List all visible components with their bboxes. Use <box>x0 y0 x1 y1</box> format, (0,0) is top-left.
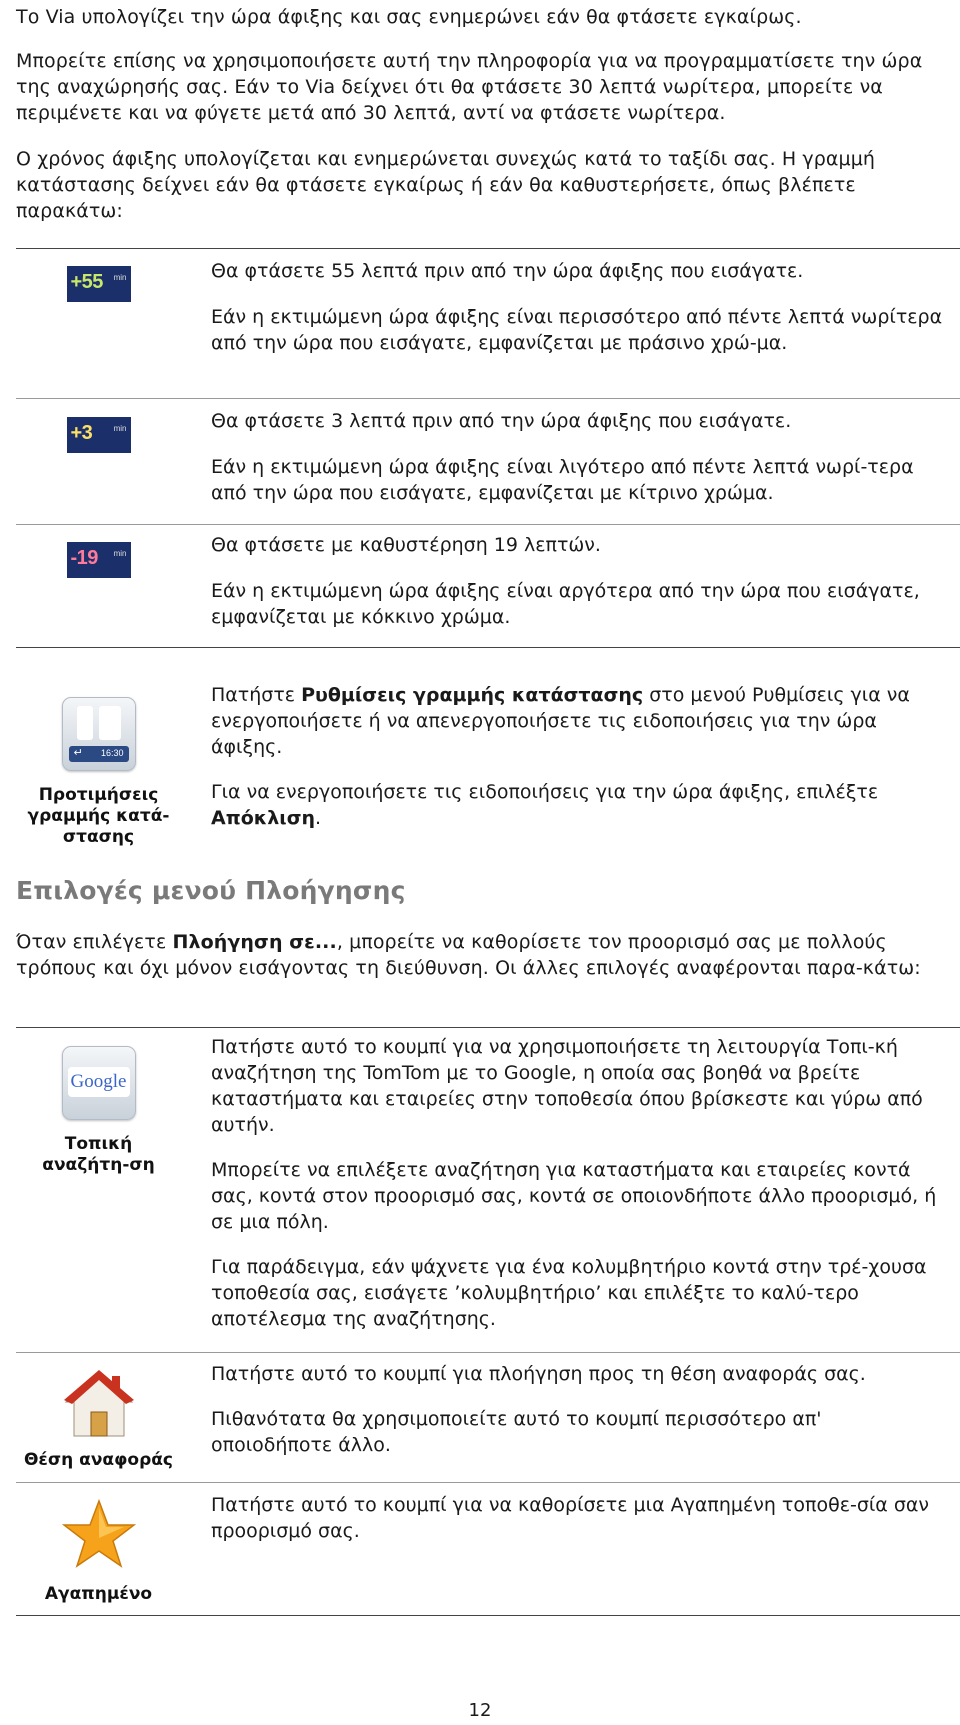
status-row-line1: Θα φτάσετε με καθυστέρηση 19 λεπτών. <box>211 534 601 556</box>
status-badge-cell <box>16 542 181 582</box>
badge-value: +55 <box>70 271 103 293</box>
google-local-search-icon <box>62 1046 136 1120</box>
section-heading: Επιλογές μενού Πλοήγησης <box>16 876 406 905</box>
navigate-to-term: Πλοήγηση σε... <box>172 931 337 953</box>
status-row-line1: Θα φτάσετε 3 λεπτά πριν από την ώρα άφιξης που εισάγατε. <box>211 410 792 432</box>
row-divider <box>16 524 960 525</box>
status-badge-cell <box>16 417 181 457</box>
home-caption: Θέση αναφοράς <box>23 1450 173 1470</box>
home-paragraph-1: Πατήστε αυτό το κουμπί για πλοήγηση προς τη θέση αναφοράς σας. <box>211 1363 866 1385</box>
text-run: Όταν επιλέγετε <box>16 931 173 953</box>
favourite-text <box>211 1492 946 1544</box>
local-search-paragraph-3: Για παράδειγμα, εάν ψάχνετε για ένα κολυμβητήριο κοντά στην τρέ-χουσα τοποθεσία σας, εισάγετε ’κολυμβητήριο’ και επιλέξτε το καλύ-τερο αποτέλεσμα της αναζήτησης. <box>211 1256 927 1330</box>
favourite-paragraph-1: Πατήστε αυτό το κουμπί για να καθορίσετε μια Αγαπημένη τοποθε-σία σαν προορισμό σας. <box>211 1494 930 1542</box>
text-run: , μπορείτε να καθορίσετε τον προορισμό σας με πολλούς τρόπους και όχι μόνον εισάγοντας τη διεύθυνση. Οι άλλες επιλογές αναφέρονται παρα-κάτω: <box>16 931 921 979</box>
table-bottom-rule <box>16 647 960 648</box>
text-run: . <box>315 807 322 829</box>
intro-paragraph-1: Το Via υπολογίζει την ώρα άφιξης και σας ενημερώνει εάν θα φτάσετε εγκαίρως. <box>16 6 802 28</box>
text-run: Πατήστε <box>211 684 302 706</box>
status-row-line2: Εάν η εκτιμώμενη ώρα άφιξης είναι περισσότερο από πέντε λεπτά νωρίτερα από την ώρα που εισάγατε, εμφανίζεται με πράσινο χρώ-μα. <box>211 306 943 354</box>
arrival-early-green-icon <box>67 266 131 302</box>
status-row-text <box>211 258 946 356</box>
arrival-early-yellow-icon <box>67 417 131 453</box>
status-bar-preferences-icon: ↵ 16:30 <box>62 697 136 771</box>
status-row-line1: Θα φτάσετε 55 λεπτά πριν από την ώρα άφιξης που εισάγατε. <box>211 260 804 282</box>
status-row-line2: Εάν η εκτιμώμενη ώρα άφιξης είναι λιγότερο από πέντε λεπτά νωρί-τερα από την ώρα που εισάγατε, εμφανίζεται με κίτρινο χρώμα. <box>211 456 914 504</box>
badge-value: +3 <box>70 422 93 444</box>
row-divider <box>16 398 960 399</box>
status-row-line2: Εάν η εκτιμώμενη ώρα άφιξης είναι αργότερα από την ώρα που εισάγατε, εμφανίζεται με κόκκινο χρώμα. <box>211 580 920 628</box>
badge-value: -19 <box>70 547 98 569</box>
local-search-text <box>211 1034 946 1332</box>
local-search-caption: Τοπική αναζήτη-ση <box>42 1134 155 1175</box>
status-row-text <box>211 408 946 506</box>
text-run: Για να ενεργοποιήσετε τις ειδοποιήσεις για την ώρα άφιξης, επιλέξτε <box>211 781 879 803</box>
status-prefs-caption: Προτιμήσεις γραμμής κατά-στασης <box>27 785 170 847</box>
home-button[interactable] <box>16 1368 181 1471</box>
home-paragraph-2: Πιθανότατα θα χρησιμοποιείτε αυτό το κουμπί περισσότερο απ' οποιοδήποτε άλλο. <box>211 1408 822 1456</box>
intro-paragraph-3: Ο χρόνος άφιξης υπολογίζεται και ενημερώνεται συνεχώς κατά το ταξίδι σας. Η γραμμή κατάστασης δείχνει εάν θα φτάσετε εγκαίρως ή εάν θα καθυστερήσετε, όπως βλέπετε παρακάτω: <box>16 148 876 222</box>
row-divider <box>16 1482 960 1483</box>
deviation-term: Απόκλιση <box>211 807 316 829</box>
status-prefs-button[interactable] <box>16 697 181 848</box>
house-icon <box>62 1368 136 1440</box>
status-bar-settings-term: Ρυθμίσεις γραμμής κατάστασης <box>301 684 644 706</box>
table-bottom-rule <box>16 1615 960 1616</box>
intro-paragraph-2: Μπορείτε επίσης να χρησιμοποιήσετε αυτή την πληροφορία για να προγραμματίσετε την ώρα της αναχώρησής σας. Εάν το Via δείχνει ότι θα φτάσετε 30 λεπτά νωρίτερα, μπορείτε να περιμένετε και να φύγετε μετά από 30 λεπτά, αντί να φτάσετε νωρίτερα. <box>16 50 923 124</box>
badge-unit: min <box>113 424 127 433</box>
google-logo-text: Google <box>68 1067 130 1097</box>
badge-unit: min <box>113 549 127 558</box>
status-prefs-text <box>211 682 946 831</box>
local-search-paragraph-2: Μπορείτε να επιλέξετε αναζήτηση για καταστήματα και εταιρείες κοντά σας, κοντά στον προορισμό σας, κοντά σε οποιονδήποτε άλλο προορισμό, ή σε μια πόλη. <box>211 1159 937 1233</box>
page-number: 12 <box>468 1700 492 1721</box>
local-search-button[interactable] <box>16 1046 181 1176</box>
local-search-paragraph-1: Πατήστε αυτό το κουμπί για να χρησιμοποιήσετε τη λειτουργία Τοπι-κή αναζήτηση της TomTom με το Google, η οποία σας βοηθά να βρείτε καταστήματα και εταιρείες στην τοποθεσία όπου βρίσκεστε και γύρω από αυτήν. <box>211 1036 923 1136</box>
badge-unit: min <box>113 273 127 282</box>
table-top-rule <box>16 1027 960 1028</box>
nav-intro-paragraph <box>16 929 951 981</box>
status-badge-cell <box>16 266 181 306</box>
row-divider <box>16 1352 960 1353</box>
home-text <box>211 1361 946 1458</box>
tile-time: 16:30 <box>100 748 124 758</box>
favourite-button[interactable] <box>16 1498 181 1605</box>
status-prefs-paragraph-1 <box>211 682 946 760</box>
arrival-late-red-icon <box>67 542 131 578</box>
table-top-rule <box>16 248 960 249</box>
text-run: στο μενού Ρυθμίσεις για να ενεργοποιήσετε ή να απενεργοποιήσετε τις ειδοποιήσεις για την ώρα άφιξης. <box>211 684 910 758</box>
star-icon <box>62 1498 136 1570</box>
status-prefs-paragraph-2 <box>211 779 946 831</box>
status-row-text <box>211 532 946 630</box>
favourite-caption: Αγαπημένο <box>44 1584 153 1604</box>
